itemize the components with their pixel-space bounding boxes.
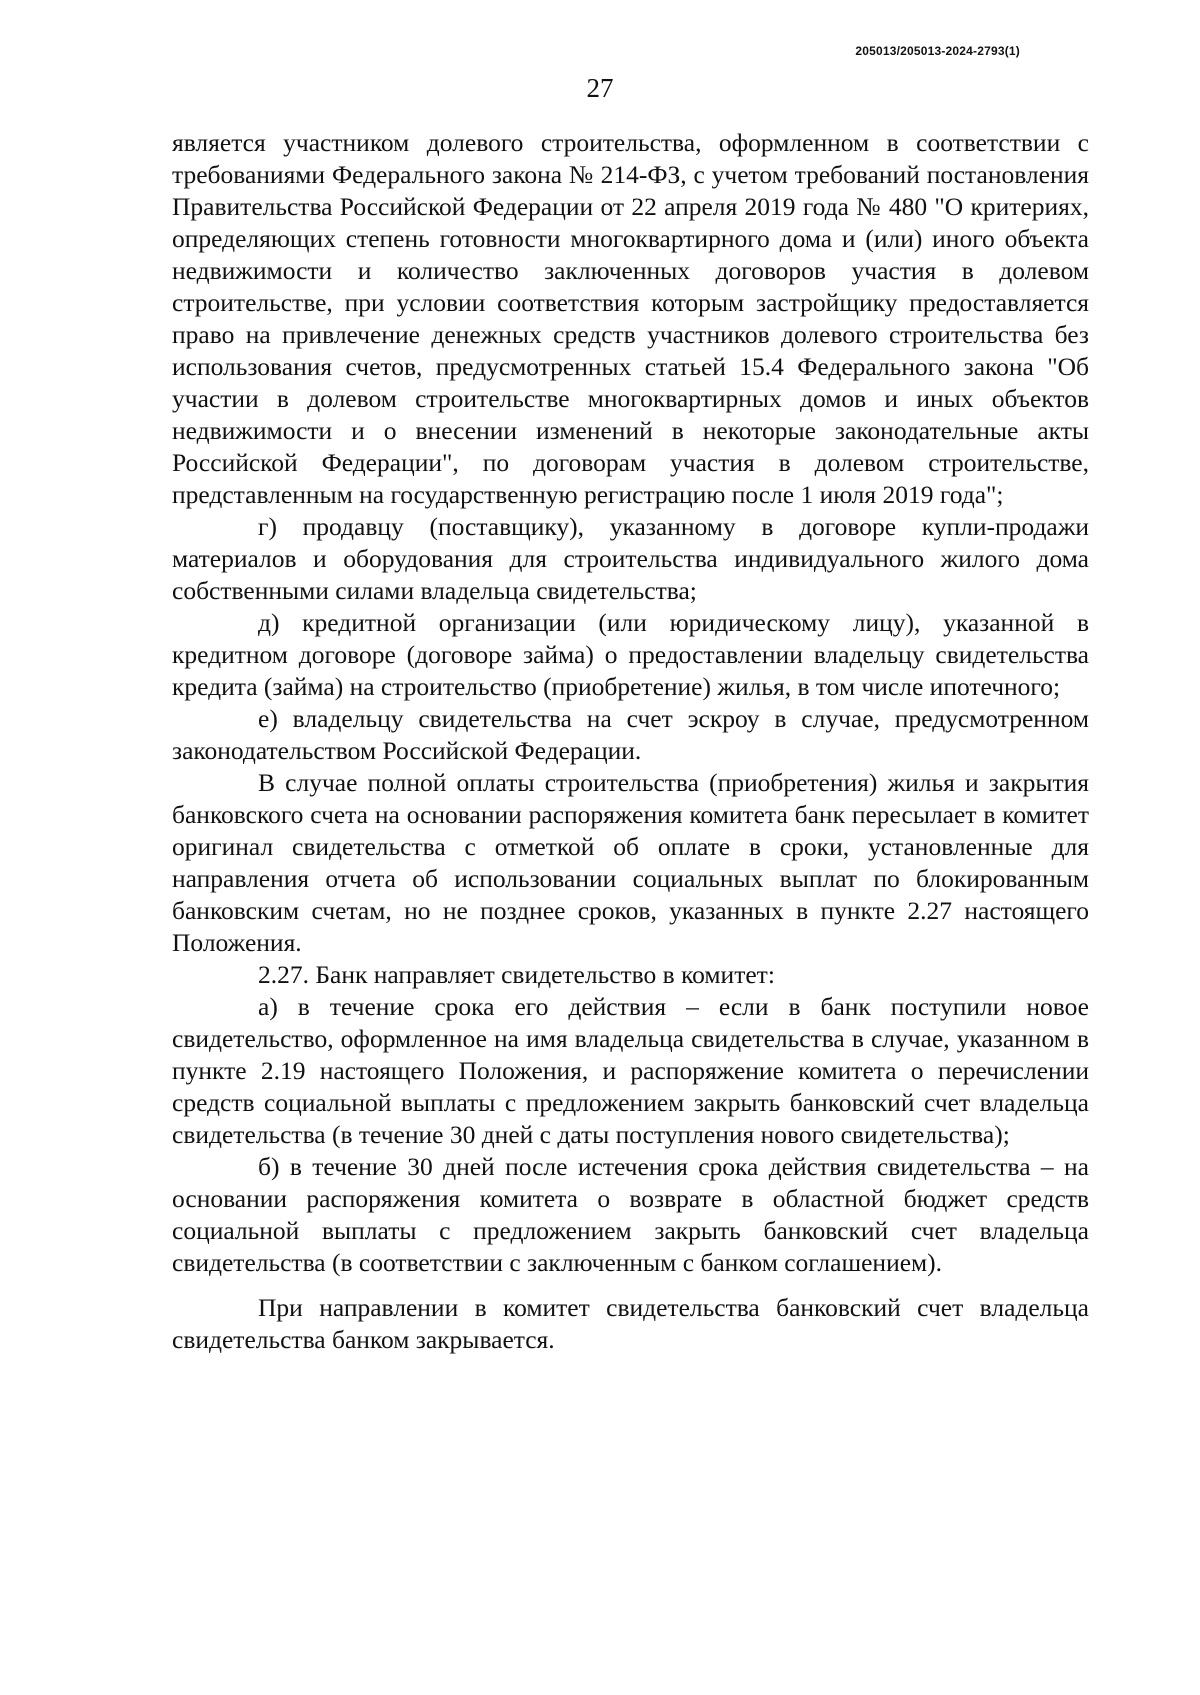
paragraph-item-g: г) продавцу (поставщику), указанному в договоре купли-продажи материалов и оборудования для строительства индивидуального жилого дома собственными силами владельца свидетельства; (172, 512, 1089, 605)
paragraph-item-a: а) в течение срока его действия – если в банк поступили новое свидетельство, оформленное на имя владельца свидетельства в случае, указанном в пункте 2.19 настоящего Положения, и распоряжение комитета о перечислении средств социальной выплаты с предложением закрыть банковский счет владельца свидетельства (в течение 30 дней с даты поступления нового свидетельства); (172, 992, 1089, 1149)
paragraph-continuation: является участником долевого строительства, оформленном в соответствии с требованиями Федерального закона № 214-ФЗ, с учетом требований постановления Правительства Российской Федерации от 22 апреля 2019 года № 480 "О критериях, определяющих степень готовности многоквартирного дома и (или) иного объекта недвижимости и количество заключенных договоров участия в долевом строительстве, при условии соответствия которым застройщику предоставляется право на привлечение денежных средств участников долевого строительства без использования счетов, предусмотренных статьей 15.4 Федерального закона "Об участии в долевом строительстве многоквартирных домов и иных объектов недвижимости и о внесении изменений в некоторые законодательные акты Российской Федерации", по договорам участия в долевом строительстве, представленным на государственную регистрацию после 1 июля 2019 года"; (172, 128, 1089, 509)
paragraph-item-d: д) кредитной организации (или юридическому лицу), указанной в кредитном договоре (договоре займа) о предоставлении владельцу свидетельства кредита (займа) на строительство (приобретение) жилья, в том числе ипотечного; (172, 608, 1089, 701)
paragraph-full-payment: В случае полной оплаты строительства (приобретения) жилья и закрытия банковского счета на основании распоряжения комитета банк пересылает в комитет оригинал свидетельства с отметкой об оплате в сроки, установленные для направления отчета об использовании социальных выплат по блокированным банковским счетам, но не позднее сроков, указанных в пункте 2.27 настоящего Положения. (172, 768, 1089, 957)
document-body (172, 127, 1089, 1356)
paragraph-closing: При направлении в комитет свидетельства банковский счет владельца свидетельства банком закрывается. (172, 1293, 1089, 1354)
document-id: 205013/205013-2024-2793(1) (855, 44, 1020, 58)
page-number: 27 (586, 73, 614, 103)
paragraph-item-e: е) владельцу свидетельства на счет эскроу в случае, предусмотренном законодательством Российской Федерации. (172, 704, 1089, 765)
paragraph-item-b: б) в течение 30 дней после истечения срока действия свидетельства – на основании распоряжения комитета о возврате в областной бюджет средств социальной выплаты с предложением закрыть банковский счет владельца свидетельства (в соответствии с заключенным с банком соглашением). (172, 1152, 1089, 1277)
paragraph-section-2-27: 2.27. Банк направляет свидетельство в комитет: (258, 960, 775, 989)
